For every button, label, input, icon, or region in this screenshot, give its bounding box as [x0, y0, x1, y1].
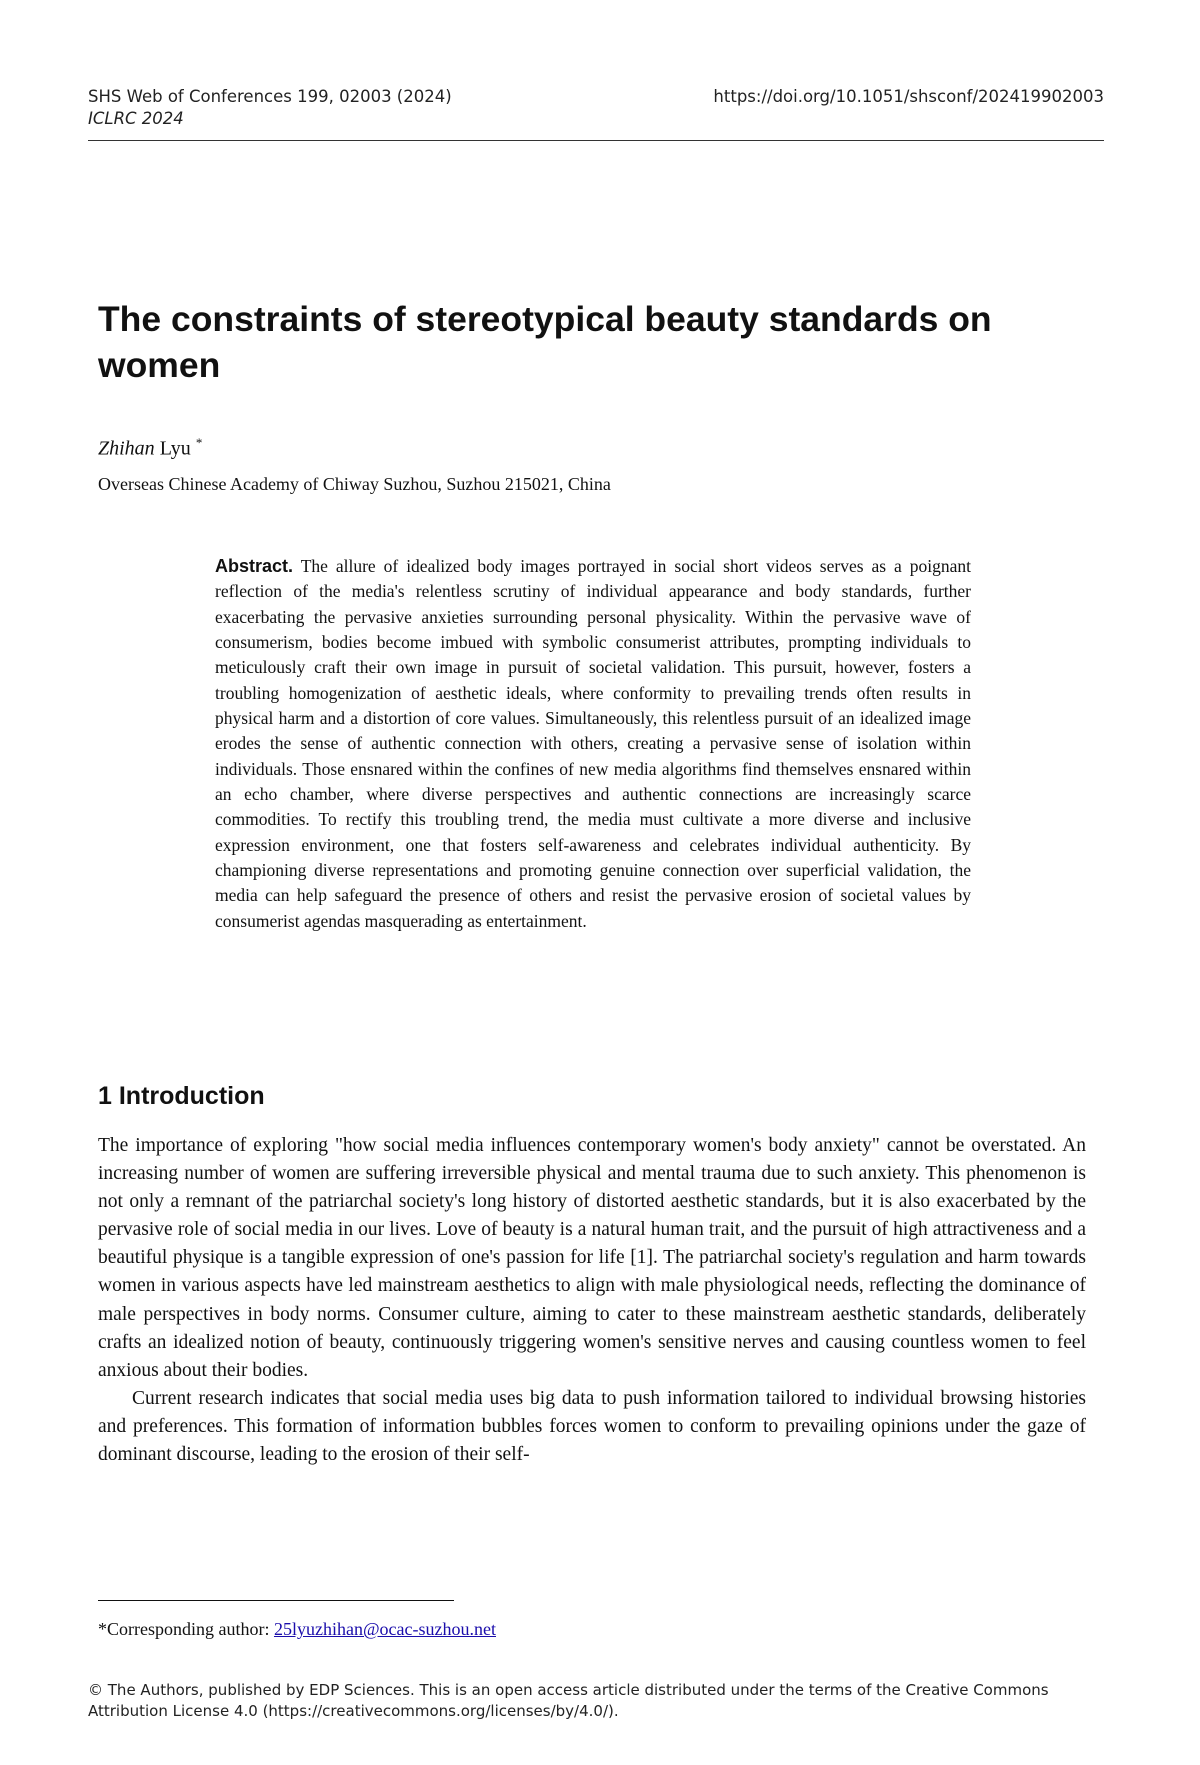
paragraph: Current research indicates that social media uses big data to push information tailored to individual browsing histories and preferences. This formation of information bubbles forces women to conform to prevailing opinions under the gaze of dominant discourse, leading to the erosion of their self-	[98, 1387, 1086, 1466]
doi-link[interactable]: https://doi.org/10.1051/shsconf/202419902003	[713, 87, 1104, 106]
journal-citation: SHS Web of Conferences 199, 02003 (2024)	[88, 87, 452, 106]
introduction-body	[98, 1132, 1086, 1469]
author-affiliation: Overseas Chinese Academy of Chiway Suzhou, Suzhou 215021, China	[98, 474, 611, 494]
author-family-name: Lyu	[159, 437, 191, 460]
abstract-label: Abstract.	[215, 556, 294, 576]
running-header	[88, 86, 1104, 130]
abstract	[215, 554, 971, 934]
corresponding-author-mark: *	[195, 435, 203, 450]
footnote-label: Corresponding author:	[107, 1619, 270, 1639]
license-notice: © The Authors, published by EDP Sciences. This is an open access article distributed under the terms of the Creative Commons Attribution License 4.0 (https://creativecommons.org/licenses/by/4.0/).	[88, 1681, 1049, 1720]
author-line	[98, 430, 202, 462]
author-email-link[interactable]: 25lyuzhihan@ocac-suzhou.net	[273, 1619, 496, 1639]
paragraph: The importance of exploring "how social media influences contemporary women's body anxiety" cannot be overstated. An increasing number of women are suffering irreversible physical and mental trauma due to such anxiety. This phenomenon is not only a remnant of the patriarchal society's long history of distorted aesthetic standards, but it is also exacerbated by the pervasive role of social media in our lives. Love of beauty is a natural human trait, and the pursuit of high attractiveness and a beautiful physique is a tangible expression of one's passion for life [1]. The patriarchal society's regulation and harm towards women in various aspects have led mainstream aesthetics to align with male physiological needs, reflecting the dominance of male perspectives in body norms. Consumer culture, aiming to cater to these mainstream aesthetic standards, deliberately crafts an idealized notion of beauty, continuously triggering women's sensitive nerves and causing countless women to feel anxious about their bodies.	[98, 1135, 1086, 1381]
abstract-text: The allure of idealized body images portrayed in social short videos serves as a poignant reflection of the media's relentless scrutiny of individual appearance and body standards, further exacerbating the pervasive anxieties surrounding personal physicality. Within the pervasive wave of consumerism, bodies become imbued with symbolic consumerist attributes, prompting individuals to meticulously craft their own image in pursuit of societal validation. This pursuit, however, fosters a troubling homogenization of aesthetic ideals, where conformity to prevailing trends often results in physical harm and a distortion of core values. Simultaneously, this relentless pursuit of an idealized image erodes the sense of authentic connection with others, creating a pervasive sense of isolation within individuals. Those ensnared within the confines of new media algorithms find themselves ensnared within an echo chamber, where diverse perspectives and authentic connections are increasingly scarce commodities. To rectify this troubling trend, the media must cultivate a more diverse and inclusive expression environment, one that fosters self-awareness and celebrates individual authenticity. By championing diverse representations and promoting genuine connection over superficial validation, the media can help safeguard the presence of others and resist the pervasive erosion of societal values by consumerist agendas masquerading as entertainment.	[215, 556, 972, 931]
paper-title: The constraints of stereotypical beauty standards on women	[98, 299, 992, 385]
author-given-name: Zhihan	[98, 437, 155, 460]
footnote-divider	[98, 1600, 454, 1601]
section-heading-introduction: 1 Introduction	[98, 1082, 265, 1110]
conference-name: ICLRC 2024	[88, 109, 184, 128]
footnote-mark: *	[98, 1619, 107, 1639]
header-divider	[88, 140, 1104, 141]
corresponding-author-footnote	[98, 1617, 496, 1641]
